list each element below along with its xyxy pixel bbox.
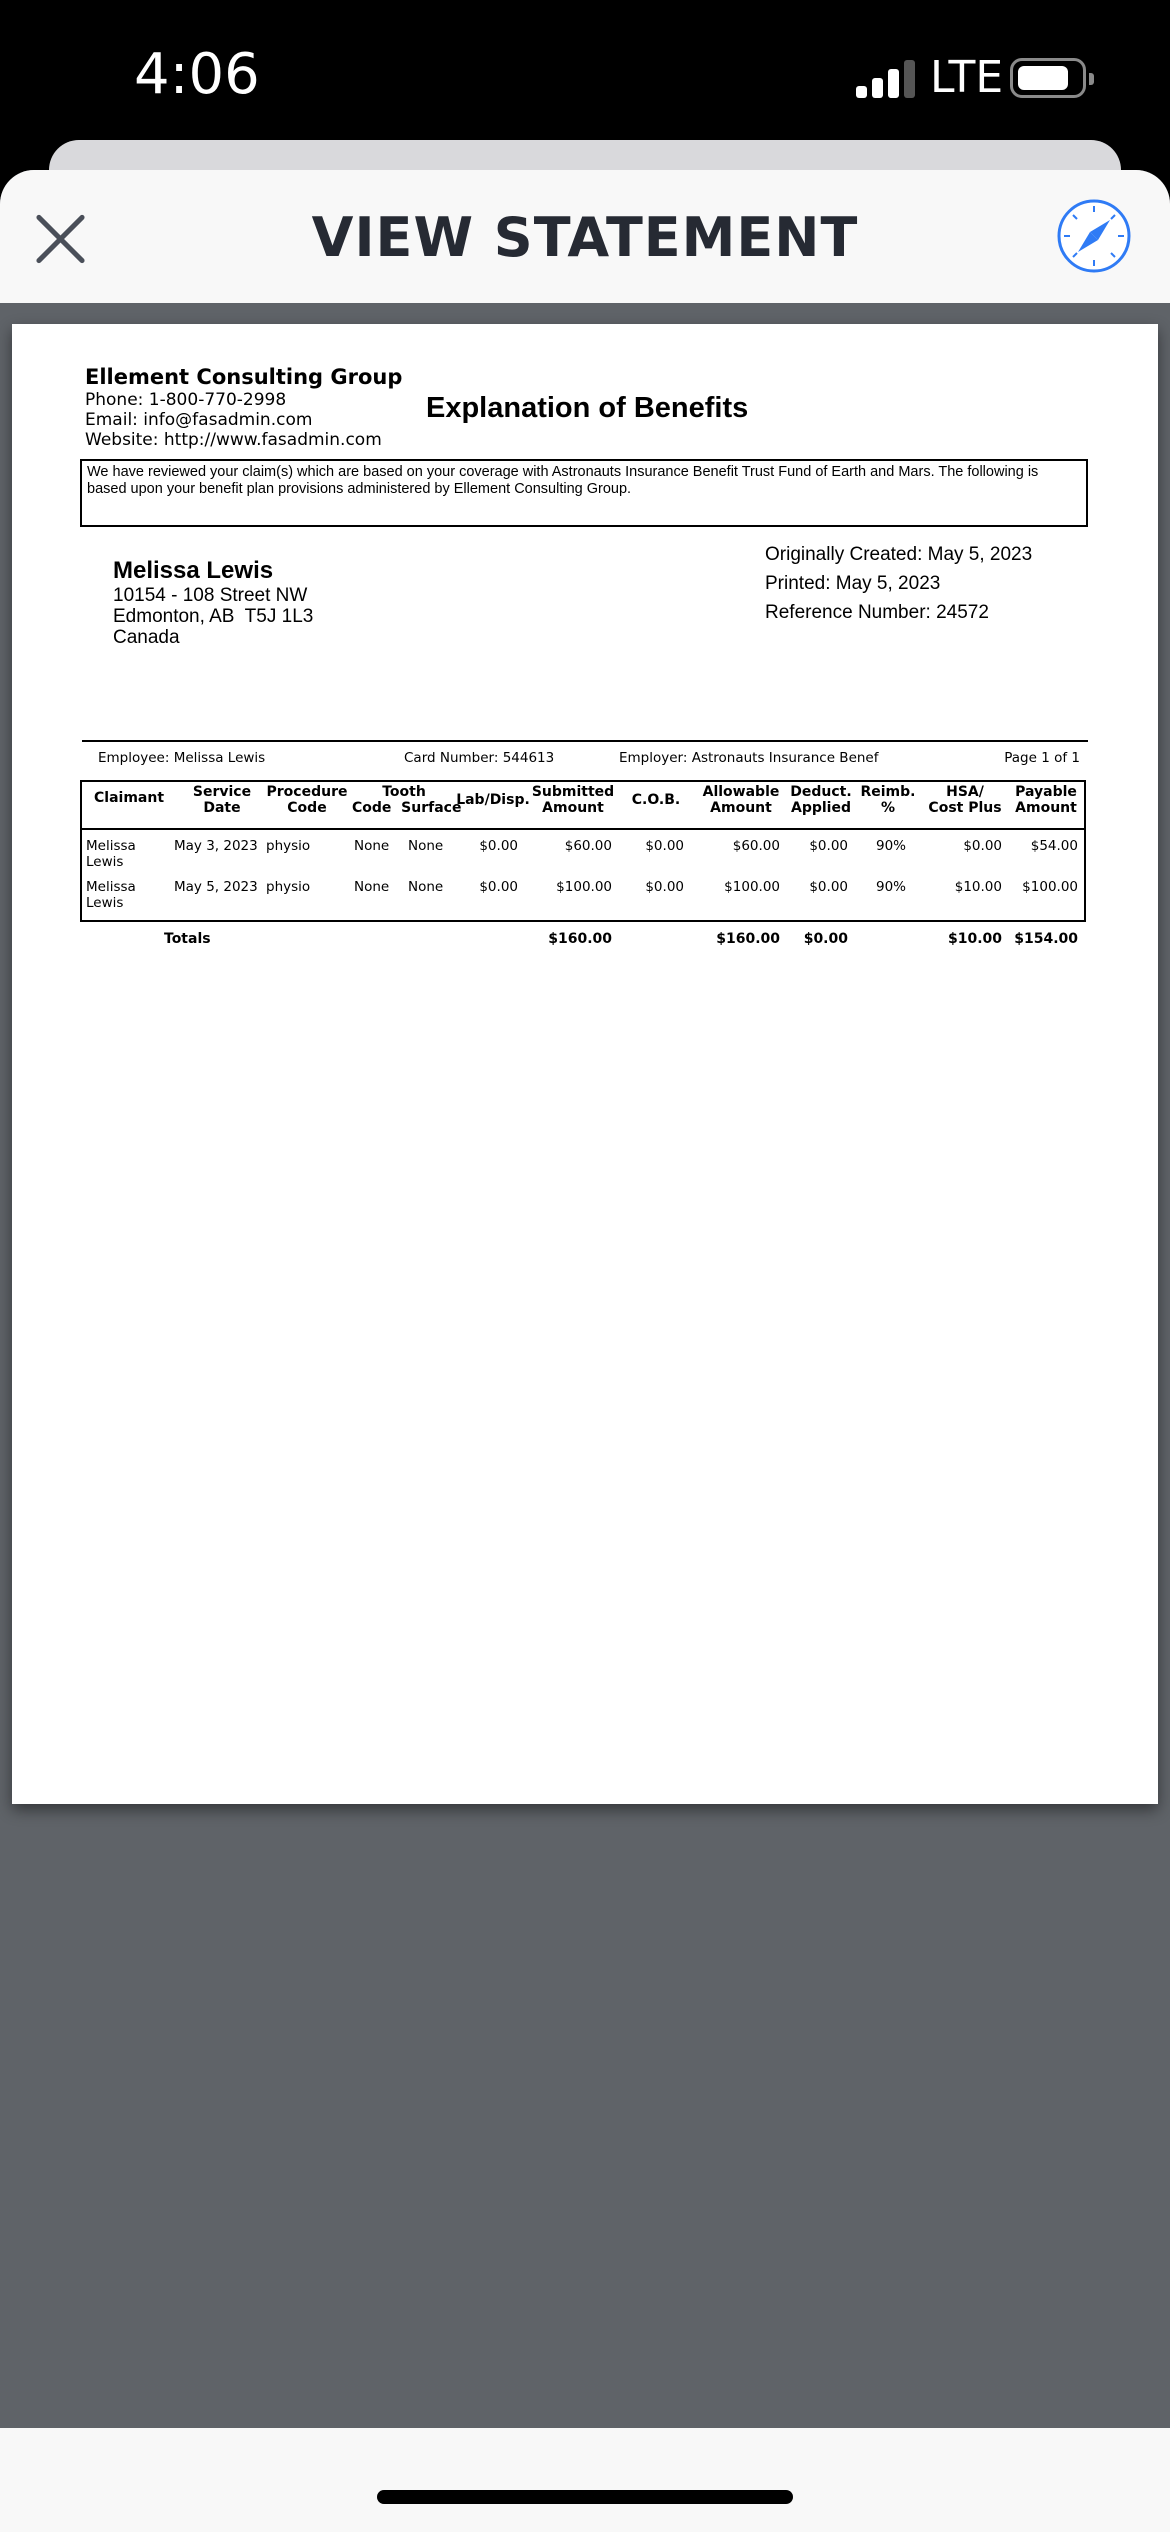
safari-compass-icon[interactable] (1056, 198, 1132, 274)
col-hsa-cost-plus: HSA/ Cost Plus (928, 784, 1002, 816)
cob-cell: $0.00 (645, 879, 684, 895)
total-deduct: $0.00 (803, 931, 848, 947)
statement-document (12, 324, 1158, 1804)
col-cob: C.O.B. (631, 792, 681, 808)
company-name: Ellement Consulting Group (85, 365, 403, 389)
employee-label: Employee: Melissa Lewis (98, 750, 266, 766)
claimant-cell: Melissa Lewis (86, 879, 136, 911)
employer-label: Employer: Astronauts Insurance Benef (619, 750, 879, 766)
member-address (113, 557, 313, 648)
coverage-notice: We have reviewed your claim(s) which are based on your coverage with Astronauts Insurance Benefit Trust Fund of Earth and Mars. The following is based upon your benefit plan provisions administered by Ellement Consulting Group. (80, 459, 1088, 527)
address-line-1: 10154 - 108 Street NW (113, 585, 308, 606)
reimb-cell: 90% (875, 838, 906, 854)
submitted-cell: $60.00 (564, 838, 612, 854)
table-row (82, 879, 1084, 919)
allowable-cell: $100.00 (724, 879, 780, 895)
deduct-cell: $0.00 (809, 838, 848, 854)
table-header (82, 782, 1084, 830)
col-service-date: Service Date (192, 784, 252, 816)
col-payable-amount: Payable Amount (1015, 784, 1077, 816)
lab-cell: $0.00 (479, 838, 518, 854)
statement-dates (765, 540, 1032, 627)
address-line-2: Edmonton, AB T5J 1L3 (113, 606, 314, 627)
reimb-cell: 90% (875, 879, 906, 895)
printed-date: Printed: May 5, 2023 (765, 573, 941, 594)
company-block (85, 364, 402, 450)
totals-row (80, 931, 1086, 953)
payable-cell: $100.00 (1022, 879, 1078, 895)
tooth-surface-cell: None (408, 879, 444, 895)
created-date: Originally Created: May 5, 2023 (765, 544, 1033, 565)
table-row (82, 838, 1084, 878)
totals-label: Totals (164, 931, 211, 947)
col-tooth: Tooth Code Surface (352, 784, 462, 816)
col-procedure-code: Procedure Code (266, 784, 348, 816)
tooth-code-cell: None (354, 879, 390, 895)
service-date-cell: May 3, 2023 (174, 838, 258, 854)
tooth-code-cell: None (354, 838, 390, 854)
company-website: Website: http://www.fasadmin.com (85, 430, 382, 450)
claim-info-row (82, 740, 1088, 774)
cob-cell: $0.00 (645, 838, 684, 854)
col-reimb-percent: Reimb. % (860, 784, 916, 816)
sheet-header (0, 170, 1170, 303)
card-number: Card Number: 544613 (404, 750, 555, 766)
col-lab-disp: Lab/Disp. (456, 792, 530, 808)
status-time: 4:06 (134, 42, 260, 107)
allowable-cell: $60.00 (732, 838, 780, 854)
col-allowable-amount: Allowable Amount (702, 784, 780, 816)
battery-icon (1010, 58, 1086, 98)
signal-icon (856, 58, 916, 98)
company-phone: Phone: 1-800-770-2998 (85, 390, 287, 410)
reference-number: Reference Number: 24572 (765, 602, 989, 623)
claimant-cell: Melissa Lewis (86, 838, 136, 870)
bottom-bar (0, 2428, 1170, 2532)
hsa-cell: $0.00 (963, 838, 1002, 854)
home-indicator[interactable] (377, 2490, 793, 2504)
procedure-cell: physio (266, 879, 311, 895)
document-title: Explanation of Benefits (426, 392, 749, 424)
deduct-cell: $0.00 (809, 879, 848, 895)
total-hsa: $10.00 (947, 931, 1002, 947)
status-bar (0, 0, 1170, 150)
page-number: Page 1 of 1 (1004, 750, 1080, 766)
procedure-cell: physio (266, 838, 311, 854)
total-payable: $154.00 (1014, 931, 1078, 947)
total-submitted: $160.00 (548, 931, 612, 947)
company-email: Email: info@fasadmin.com (85, 410, 313, 430)
hsa-cell: $10.00 (954, 879, 1002, 895)
total-allowable: $160.00 (716, 931, 780, 947)
statement-sheet (0, 170, 1170, 2532)
claims-table (80, 780, 1086, 922)
page-title: VIEW STATEMENT (311, 206, 859, 269)
col-deduct-applied: Deduct. Applied (790, 784, 852, 816)
network-label: LTE (930, 52, 1004, 103)
address-country: Canada (113, 627, 180, 648)
service-date-cell: May 5, 2023 (174, 879, 258, 895)
member-name: Melissa Lewis (113, 557, 274, 584)
lab-cell: $0.00 (479, 879, 518, 895)
payable-cell: $54.00 (1030, 838, 1078, 854)
tooth-surface-cell: None (408, 838, 444, 854)
col-claimant: Claimant (94, 790, 165, 806)
submitted-cell: $100.00 (556, 879, 612, 895)
col-submitted-amount: Submitted Amount (531, 784, 615, 816)
